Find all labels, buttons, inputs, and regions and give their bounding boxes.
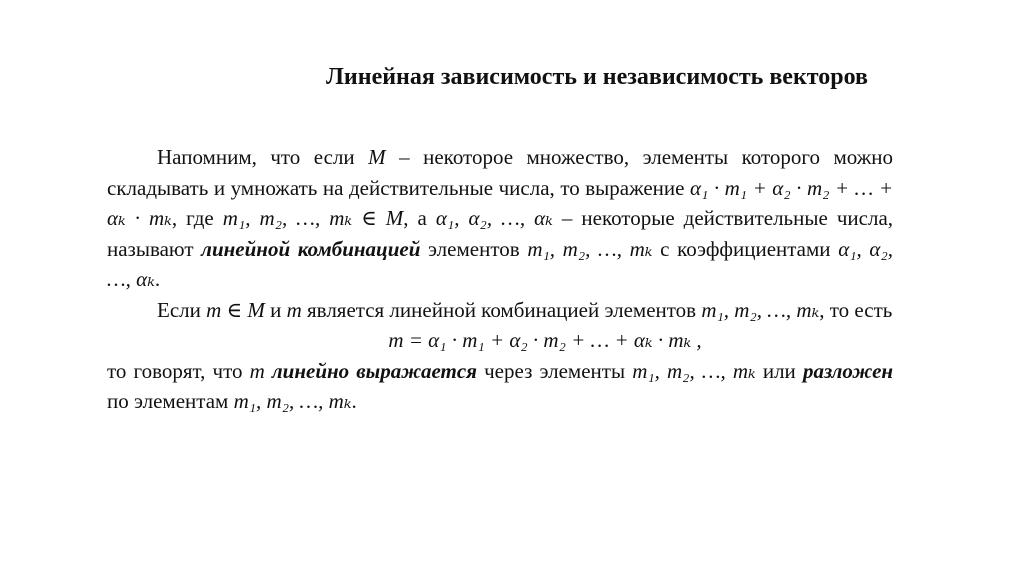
paragraph-condition: [107, 295, 893, 326]
elements-list: m₁, m₂, …, mₖ: [701, 297, 820, 322]
coefficients: α₁, α₂, …, αₖ: [435, 206, 553, 230]
text: или: [762, 358, 796, 383]
term-decomposed: разложен: [802, 358, 894, 383]
elements-list: m₁, m₂, …, mₖ: [632, 358, 756, 383]
text: является линейной комбинацией элементов: [307, 297, 697, 322]
element-symbol: m: [286, 297, 302, 322]
term-linearly-expressed: линейно выражается: [271, 358, 477, 383]
paragraph-definition: [107, 142, 893, 295]
text: – некоторые действительные числа, называют: [107, 206, 894, 261]
coefficients-list: α₁, α₂, …, αₖ: [107, 236, 893, 291]
text: , а: [403, 206, 427, 230]
text: через элементы: [484, 358, 626, 383]
slide-title: Линейная зависимость и независимость векторов: [326, 64, 868, 90]
paragraph-conclusion: [107, 356, 893, 417]
text: , где: [171, 206, 214, 230]
set-symbol: M: [368, 145, 386, 169]
text: и: [270, 297, 282, 322]
elements-list: m₁, m₂, …, mₖ: [527, 236, 653, 261]
text: .: [154, 267, 161, 291]
slide-body: [107, 142, 893, 417]
formula-line: [107, 325, 893, 356]
element-symbol: m: [249, 358, 265, 383]
text: Если: [157, 297, 201, 322]
text: по элементам: [107, 389, 229, 413]
text: элементов: [428, 236, 520, 261]
text: , то есть: [819, 297, 893, 322]
elements-in-set: m₁, m₂, …, mₖ ∈ M: [222, 206, 404, 230]
linear-combination-expression: α₁ · m₁ + α₂ · m₂ + … + αₖ · mₖ: [107, 175, 894, 230]
display-formula: m = α₁ · m₁ + α₂ · m₂ + … + αₖ · mₖ ,: [388, 328, 702, 352]
term-linear-combination: линейной комбинацией: [201, 236, 421, 261]
text: Напомним, что если: [157, 145, 355, 169]
element-in-set: m ∈ M: [206, 297, 265, 322]
text: то говорят, что: [107, 358, 243, 383]
text: .: [351, 389, 357, 413]
text: – некоторое множество, элементы которого можно складывать и умножать на действительные числа, то выражение: [107, 145, 893, 200]
elements-list: m₁, m₂, …, mₖ: [233, 389, 352, 413]
text: с коэффициентами: [660, 236, 831, 261]
